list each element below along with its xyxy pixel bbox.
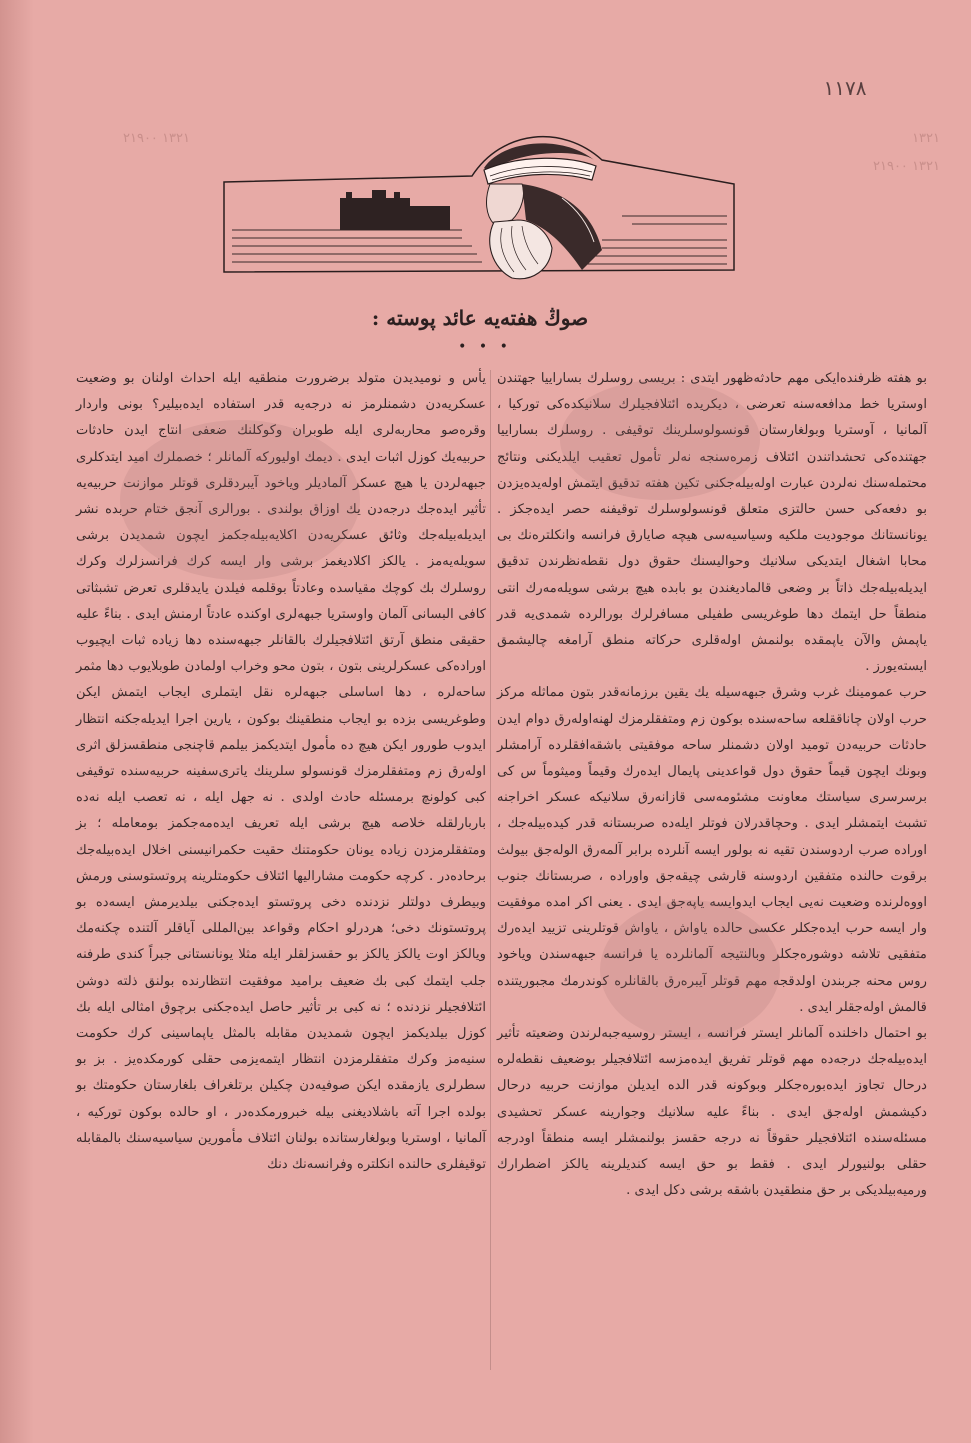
faded-line: ١٣٢١ — [912, 131, 940, 146]
section-title: صوڭ هفته‌یه عائد پوسته : — [371, 306, 589, 330]
bearded-figure-illustration — [222, 120, 738, 288]
paragraph: بو احتمال داخلنده آلمانلر ایستر فرانسه ، ایستر روسیه‌جبه‌لرندن وضعیته تأثیر ایده‌بیله‌جك درجه‌ده مهم قوتلر تفریق ایده‌مزسه ائتلافجیلر بوضعیف نقطه‌لره درحال تجاوز ایده‌بوره‌جکلر وبوکونه قدر الده ایدیلن موازنت حربیه درحال دکیشمش اوله‌جق ایدی . بناءً علیه سلانیك وجوارینه عسکر تحشیدی مسئله‌سنده ائتلافجیلر حقوقاً نه درجه حقسز بولنمشلر ایسه منطقاً اودرجه حقلی بولنیورلر ایدی . فقط بو حق ایسه کندیلرینه یالکز اضطرارك ورمیه‌بیلدیکی بر حق منطقیدن باشقه برشی دکل ایدی . — [497, 1026, 927, 1199]
faded-line: ١٣٢١ ٢١٩٠٠ — [123, 131, 190, 146]
paragraph: یأس و نومیدیدن متولد برضرورت منطقیه ایله احداث اولنان بو وضعیت عسکریه‌دن دشمنلرمز نه درجه‌یه قدر استفاده ایده‌بیلیر؟ بونی واردار وقره‌صو محاربه‌لری ایله طوبران وکوکلنك ضعفی انتاج ایدن حادثات حربیه‌یك کوزل اثبات ایدی . دیمك اولیورکه آلمانلر ؛ خصملرك امید ایتدکلری جبهه‌لردن یا هیچ عسکر آلمادیلر ویاخود آیبردقلری قوتلر موازنت حربیه‌یه تأثیر ایده‌جك درجه‌دن یك اوزاق بولندی . بورالری آنجق ختام حربده نشر ایدیله‌بیله‌جك وثائق عسکریه‌دن اکلایه‌بیله‌جکمز ایچون شمدیدن برشی سویله‌یه‌مز . یالکز اکلادیغمز برشی وار ایسه کرك فرانسزلرك وکرك روسلرك بك کوچك مقیاسده وعادتاً بوقلمه فیلدن یایدقلری تعرض تشبثاتی کافی البسانی آلمان واوستریا جبهه‌لری اوکنده عادتاً ارمنش ایدی . بناءً علیه حقیقی منطق آرتق ائتلافجیلرك بالقانلر جبهه‌سنده دها زیاده ثبات ایچیوب اوراده‌کی عسکرلرینی بتون ، بتون محو وخراب اولمادن طوبلایوب دها مثمر ساحه‌لره ، دها اساسلی جبهه‌لره نقل ایتملری ایجاب ایتمش ایکن وطوغریسی بزده بو ایجاب منطقینك بوکون ، یارین اجرا ایدیله‌جکنه انتظار ایدوب طورور ایکن هیچ ده مأمول ایتدیکمز بیلمم قاچنجی منطقسزلق اثری اوله‌رق زم ومتفقلرمزك قونسولو سلرینك یاتری‌سفینه حربیه‌سنده توقیفی کبی کولونچ برمسئله حادث اولدی . نه جهل ایله ، نه تعصب ایله نه‌ده باربارلقله خلاصه هیچ برشی ایله تعریف ایده‌مه‌جکمز بومعامله ؛ بز ومتفقلرمزدن زیاده یونان حکومتنك حقیت حکمرانیسنی اخلال ایده‌بیله‌جك برحاده‌در . کرچه حکومت مشارالیها ائتلاف حکومتلرینه پروتستوسنی ورمش وبیطرف دولتلر نزدنده دخی پروتستو ایده‌جکنی بیلدیرمش ایسه‌ده بو پروتستونك دخی؛ هردرلو احکام وقواعد بین‌المللی آیاقلر آلتنده چکنه‌مك ویالکز اوت یالکز یالکز بو حقسزلقلر ایله مثلا یونانستانی جبراً کندی طرفنه جلب ایتمك کبی بك ضعیف برامید موفقیت انتظارنده بولنق ذلته دوشن ائتلافجیلر نزدنده ؛ نه کبی بر تأثیر حاصل ایده‌جکنی برچوق امثالی ایله بك کوزل بیلدیکمز ایچون شمدیدن مقابله‌ بالمثل یاپماسینی کرك حکومت سنیه‌مز وکرك متفقلرمزدن انتظار ایتمه‌یزمی حقلی کورمکده‌یز . بز بو سطرلری یازمقده ایکن صوفیه‌دن چکیلن برتلغراف بلغارستان حکومتك بو بولده اجرا آته باشلادیغنی بیله خبرورمکده‌در ، او حالده بوکون تورکیه ، آلمانیا ، اوستریا وبولغارستانده بولنان ائتلاف مأمورین سیاسیه‌سنك بالمقابله توقیفلری حالنده انکلتره وفرانسه‌نك دنك — [76, 371, 486, 1173]
paragraph: حرب عمومینك غرب وشرق جبهه‌سیله یك یقین برزمانه‌قدر بتون مماثله مرکز حرب اولان چاناققلعه ساحه‌سنده بوکون زم ومتفقلرمزك لهنه‌اوله‌رق دوام ایدن حادثات حربیه‌دن تومید اولان دشمنلر ساحه موفقیتی باشقه‌افقلرده آرامشلر وبونك ایچون قیماً حقوق دول قواعدینی پایمال ایده‌رك وقیماً ومیثوماً س کی برسرسری سیاستك معاونت مشئومه‌سی قازانه‌رق سلانیکه عسکر اخراجنه تشبث ایتمشلر ایدی . وحچاقدرلان فوتلر ایله‌ده صربستانه قدر کیده‌بیله‌جك ، اوراده صرب اردوسندن تقیه نه بولور ایسه آنلرده برابر آلمه‌رق الوله‌جق بیولث برقوت حالنده متفقین اردوسنه قارشی چیقه‌جق واوراده ، صربستانك جنوب اووه‌لرنده وضعیت نه‌یی ایجاب ایدوایسه یاپه‌جق ایدی . یعنی اکر امده موفقیت وار ایسه حرب ایده‌جکلر عکسی حالده یاواش ، یاواش قوتلرینی تزیید ایده‌رك متفقیی تلاشه دوشوره‌جکلر وبالنتیجه آلمانلرده یا فرانسه جبهه‌سندن ویاخود روس محنه‌ جربندن اولدقجه مهم قوتلر آیبره‌رق بالقانلره کوندرمك مجبوریتنده قالمش اوله‌جقلر ایدی . — [497, 685, 927, 1015]
column-divider — [490, 370, 491, 1370]
paper-stain — [600, 900, 780, 1040]
faded-line: ١٣٢١ ٢١٩٠٠ — [873, 159, 940, 174]
title-ornament: • • • — [458, 339, 512, 355]
article-column-right — [497, 366, 927, 1205]
faded-masthead-text-right — [770, 125, 940, 181]
paper-stain — [560, 380, 760, 500]
paragraph: بو هفته ظرفنده‌ایکی مهم حادثه‌ظهور ایتدی : بریسی روسلرك بساراییا جهتندن اوستریا خط مدافعه‌سنه تعرضی ، دیکریده ائتلافجیلرك سلانیکده‌کی تورکیا ، آلمانیا ، آوستریا وبولغارستان قونسولوسلرینك توقیفی . روسلرك بساراییا جهتنده‌كی تحشداتندن ائتلاف زمره‌سنجه نه‌لر تأمول تعقیب ایلدیکنی ونتائج محتمله‌سنك نه‌لردن عبارت اوله‌بیله‌جکنی تکین هفته تدقیق ایتمش اوله‌یده‌یزدن بو دفعه‌کی حسن حالتزی متعلق قونسولوسلرك توقیفنه حصر ایده‌جکز . یونانستانك موجودیت ملکیه وسیاسیه‌سی هیچه صایارق فرانسه وانکلتره‌نك بی محابا اشغال ایتدیکی سلانیك وحوالیسنك حقوق دول نقطه‌نظرندن تدقیق ایدیله‌بیله‌جك ذاتاً بر وضعی قالمادیغندن بو بابده هیچ برشی سویله‌مه‌رك انتی منطقاً حل ایتمك دها طوغریسی طفیلی مسافرلرك بورالرده شمدی‌یه قدر یاپمش والآن یاپمقده بولنمش اوله‌قلری حرکاته منطق آرامغه چالیشمق ایسته‌یورز . — [497, 371, 927, 675]
faded-masthead-text-left — [40, 125, 190, 153]
masthead-illustration — [222, 120, 738, 288]
page-edge — [0, 0, 34, 1443]
page-number: ١١٧٨ — [823, 76, 867, 100]
paper-stain — [120, 420, 360, 580]
